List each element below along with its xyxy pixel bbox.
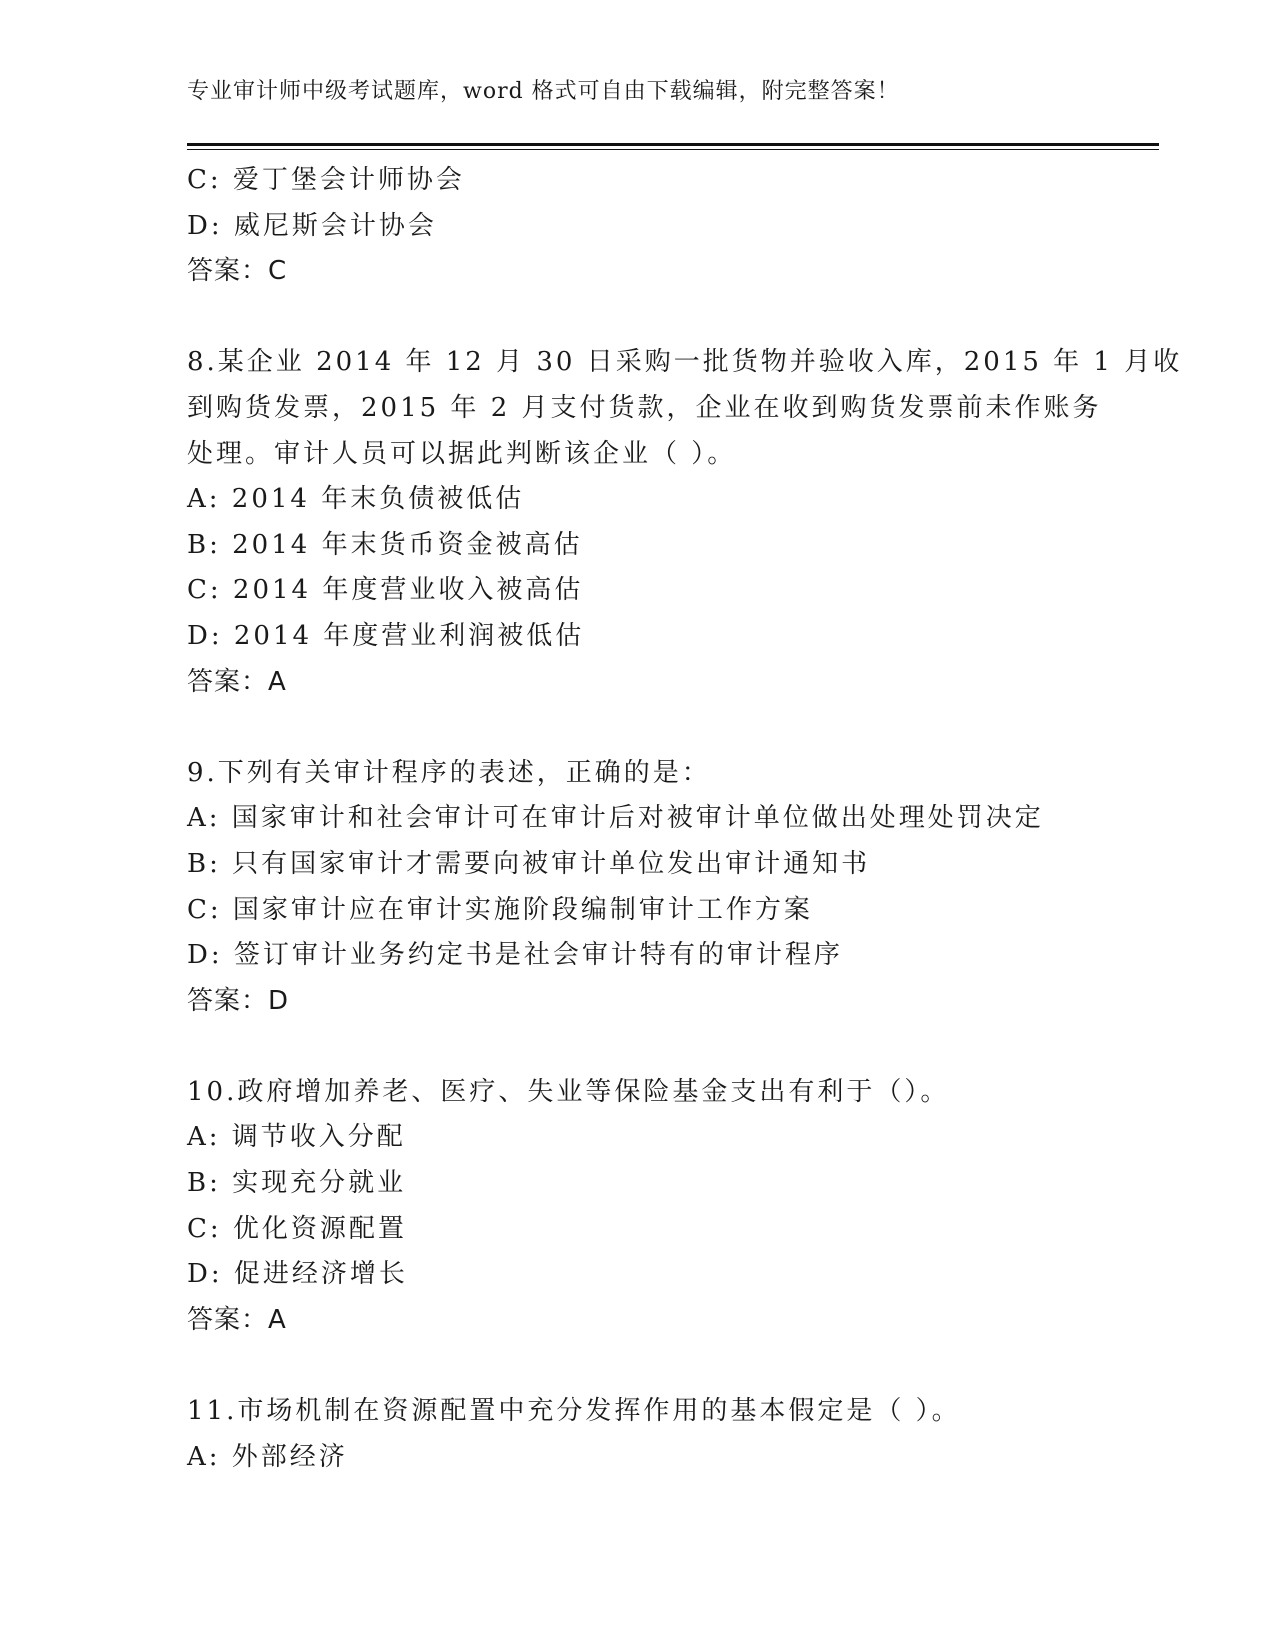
option-line: C: 爱丁堡会计师协会 [187,165,465,195]
option-line: B: 2014 年末货币资金被高估 [187,529,583,560]
header-rule-thin [187,149,1159,150]
question-list [187,158,1183,1480]
answer-line: 答案：A [187,1304,287,1335]
answer-line: 答案：C [187,256,288,287]
option-line: B: 实现充分就业 [187,1168,407,1199]
option-line: B: 只有国家审计才需要向被审计单位发出审计通知书 [187,848,871,879]
question-stem: 8.某企业 2014 年 12 月 30 日采购一批货物并验收入库，2015 年 1 月收 [187,347,1183,378]
question-stem: 11.市场机制在资源配置中充分发挥作用的基本假定是（ ）。 [187,1396,961,1427]
header-rule-thick [187,143,1159,146]
option-line: A: 外部经济 [187,1441,348,1472]
question-stem: 到购货发票，2015 年 2 月支付货款，企业在收到购货发票前未作账务 [187,392,1102,423]
option-line: D: 威尼斯会计协会 [187,210,437,241]
page-header: 专业审计师中级考试题库，word 格式可自由下载编辑，附完整答案！ [187,79,900,104]
question-stem: 10.政府增加养老、医疗、失业等保险基金支出有利于（）。 [187,1076,950,1107]
question-stem: 处理。审计人员可以据此判断该企业（ ）。 [187,438,737,469]
option-line: D: 签订审计业务约定书是社会审计特有的审计程序 [187,940,843,971]
option-line: D: 2014 年度营业利润被低估 [187,620,585,651]
option-line: C: 国家审计应在审计实施阶段编制审计工作方案 [187,894,813,925]
answer-line: 答案：A [187,666,287,697]
option-line: A: 2014 年末负债被低估 [187,484,525,515]
option-line: C: 优化资源配置 [187,1213,407,1244]
option-line: C: 2014 年度营业收入被高估 [187,575,584,606]
option-line: D: 促进经济增长 [187,1259,408,1290]
option-line: A: 国家审计和社会审计可在审计后对被审计单位做出处理处罚决定 [187,803,1044,834]
question-stem: 9.下列有关审计程序的表述，正确的是： [187,757,711,788]
option-line: A: 调节收入分配 [187,1122,406,1153]
answer-line: 答案：D [187,985,290,1016]
